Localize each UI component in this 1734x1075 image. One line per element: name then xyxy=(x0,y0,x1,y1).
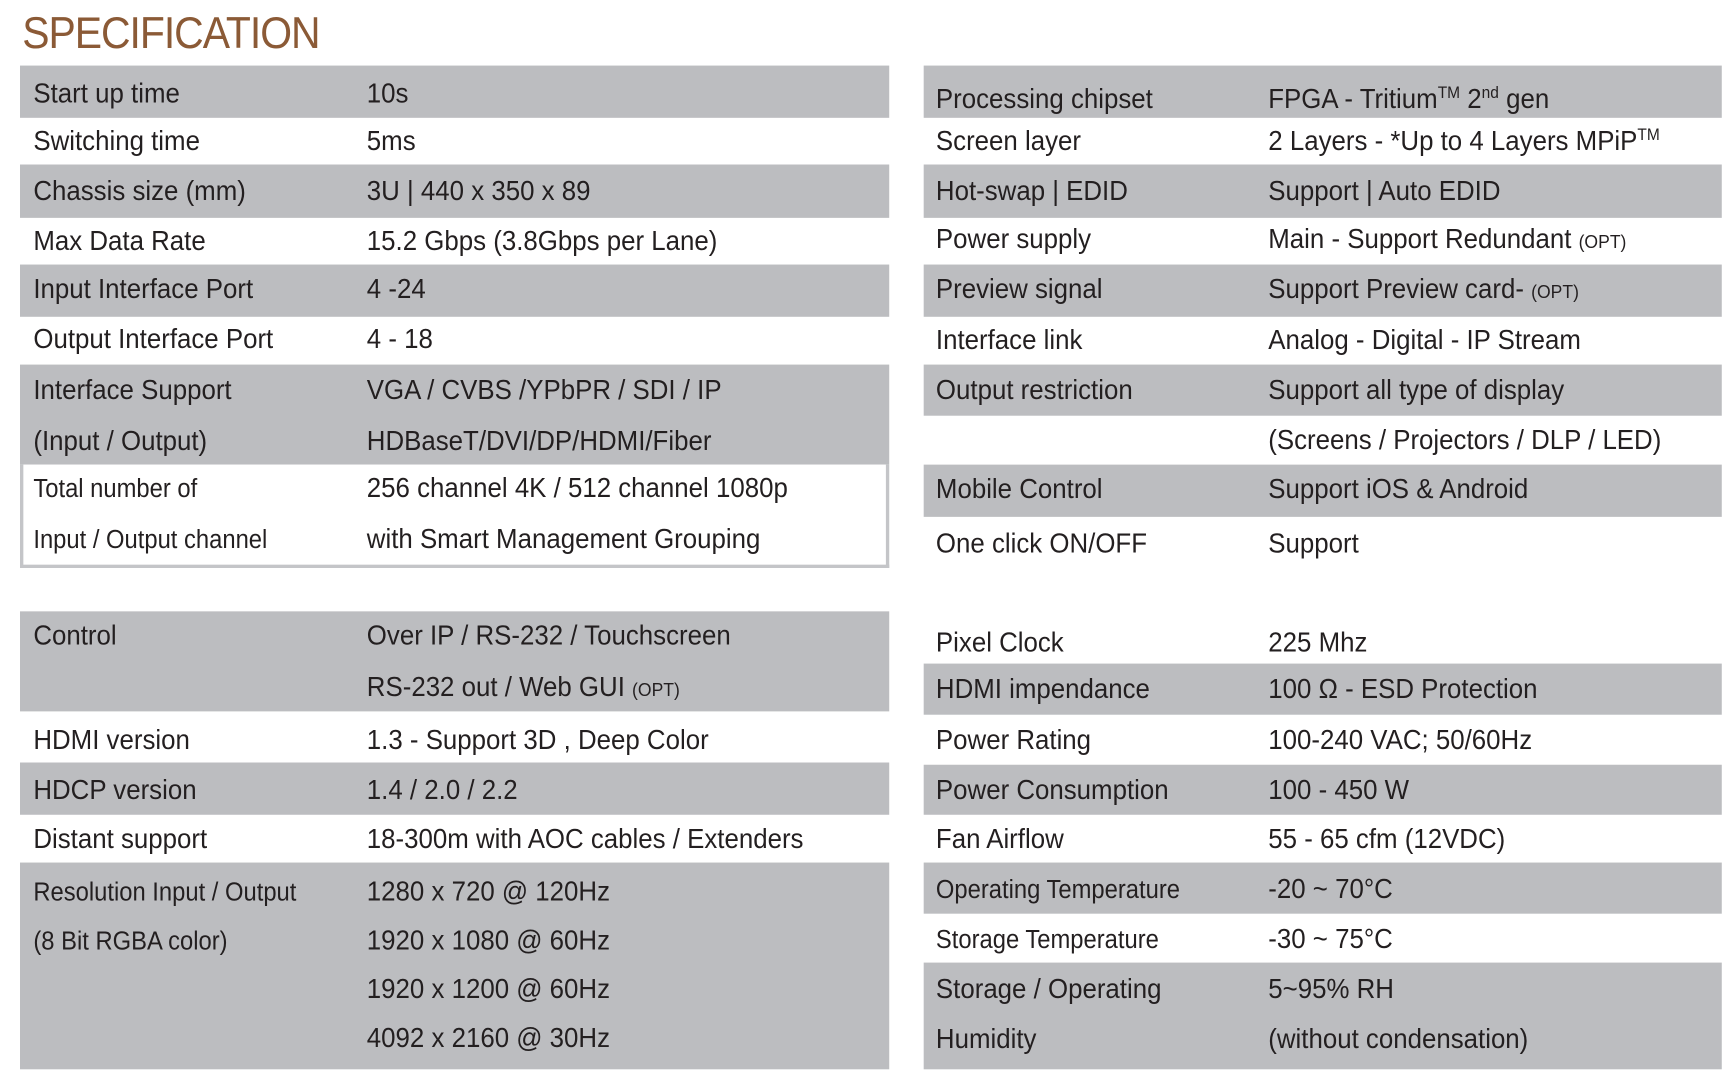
spec-label: Storage / Operating xyxy=(935,973,1162,1005)
spec-value xyxy=(367,670,680,707)
superscript: TM xyxy=(1437,83,1461,103)
spec-value xyxy=(367,471,788,504)
spec-value xyxy=(367,875,610,908)
spec-value xyxy=(1268,82,1549,115)
spec-label: Control xyxy=(33,620,117,652)
value-text: Support Preview card- xyxy=(1268,273,1532,305)
value-text: (Screens / Projectors / DLP / LED) xyxy=(1268,424,1662,456)
value-text: Support | Auto EDID xyxy=(1268,175,1501,207)
spec-label: Processing chipset xyxy=(935,83,1153,115)
spec-value xyxy=(367,774,518,807)
page-title: SPECIFICATION xyxy=(22,8,320,58)
spec-label: (8 Bit RGBA color) xyxy=(33,925,228,955)
spec-value xyxy=(367,225,718,258)
spec-value xyxy=(367,175,591,208)
spec-value xyxy=(367,522,761,555)
spec-value xyxy=(1268,373,1564,406)
value-text: RS-232 out / Web GUI xyxy=(366,671,633,703)
value-text: 3U | 440 x 350 x 89 xyxy=(366,175,591,207)
value-text: -20 ~ 70°C xyxy=(1268,873,1393,905)
spec-value xyxy=(1268,423,1661,456)
spec-label: Power Rating xyxy=(935,724,1092,756)
spec-value xyxy=(1268,626,1367,659)
spec-value xyxy=(1268,672,1537,705)
value-text: 1.3 - Support 3D , Deep Color xyxy=(366,724,709,756)
spec-label: Mobile Control xyxy=(935,473,1103,505)
spec-value xyxy=(1268,175,1500,208)
spec-label: Power supply xyxy=(935,223,1092,255)
spec-label: HDMI impendance xyxy=(935,673,1150,705)
value-text: 5~95% RH xyxy=(1268,973,1394,1005)
spec-value xyxy=(367,373,722,406)
spec-value xyxy=(1268,873,1393,906)
optional-note: (OPT) xyxy=(1531,281,1579,303)
spec-value xyxy=(367,724,709,757)
value-text: 256 channel 4K / 512 channel 1080p xyxy=(366,472,788,504)
value-text: 5ms xyxy=(366,125,416,157)
value-text: 18-300m with AOC cables / Extenders xyxy=(366,823,804,855)
spec-label: Total number of xyxy=(33,473,198,503)
spec-label: Fan Airflow xyxy=(935,823,1064,855)
spec-label: Preview signal xyxy=(935,273,1103,305)
optional-note: (OPT) xyxy=(632,679,680,701)
value-text: 1920 x 1200 @ 60Hz xyxy=(366,973,611,1005)
spec-value xyxy=(1268,323,1581,356)
spec-value xyxy=(367,1022,610,1055)
spec-value xyxy=(367,272,426,305)
spec-value xyxy=(1268,222,1626,259)
value-text: Support xyxy=(1268,527,1359,560)
value-text: -30 ~ 75°C xyxy=(1268,923,1393,955)
value-text: 100 Ω - ESD Protection xyxy=(1268,673,1538,705)
value-text: Support all type of display xyxy=(1268,374,1565,406)
value-text: 1.4 / 2.0 / 2.2 xyxy=(366,774,518,806)
value-text: 55 - 65 cfm (12VDC) xyxy=(1268,823,1506,855)
spec-label: Storage Temperature xyxy=(935,924,1159,954)
spec-value xyxy=(1268,973,1394,1006)
spec-value xyxy=(367,322,433,355)
spec-label: Resolution Input / Output xyxy=(33,877,297,906)
spec-label: Operating Temperature xyxy=(935,874,1180,904)
spec-label: HDMI version xyxy=(33,724,190,756)
spec-label: Hot-swap | EDID xyxy=(935,175,1128,207)
spec-value xyxy=(367,619,731,652)
value-text: Main - Support Redundant xyxy=(1268,223,1579,255)
spec-label: Interface link xyxy=(935,324,1083,356)
optional-note: (OPT) xyxy=(1578,231,1627,253)
spec-value xyxy=(1268,272,1579,309)
value-text: 15.2 Gbps (3.8Gbps per Lane) xyxy=(366,225,718,257)
spec-value xyxy=(1268,527,1359,560)
spec-label: (Input / Output) xyxy=(33,425,208,457)
spec-value xyxy=(367,823,804,856)
value-text: (without condensation) xyxy=(1268,1023,1529,1055)
spec-value xyxy=(1268,774,1409,807)
value-text: Over IP / RS-232 / Touchscreen xyxy=(366,620,731,652)
spec-label: Output Interface Port xyxy=(33,323,274,355)
spec-label: One click ON/OFF xyxy=(935,527,1147,560)
value-text: Support iOS & Android xyxy=(1268,473,1529,505)
value-text: 1280 x 720 @ 120Hz xyxy=(366,875,611,908)
spec-value xyxy=(1268,472,1528,505)
value-text: with Smart Management Grouping xyxy=(366,523,761,555)
spec-label: Chassis size (mm) xyxy=(33,175,246,207)
spec-label: Pixel Clock xyxy=(935,626,1064,659)
value-text: 4092 x 2160 @ 30Hz xyxy=(366,1022,611,1054)
value-text: 4 -24 xyxy=(366,273,426,305)
spec-value xyxy=(367,425,712,458)
spec-value xyxy=(1268,823,1505,856)
spec-label: Switching time xyxy=(33,125,200,157)
spec-label: Input Interface Port xyxy=(33,273,254,305)
value-text: HDBaseT/DVI/DP/HDMI/Fiber xyxy=(366,425,712,457)
value-text: 100 - 450 W xyxy=(1268,774,1410,806)
value-text: 100-240 VAC; 50/60Hz xyxy=(1268,724,1533,756)
superscript: TM xyxy=(1637,125,1660,145)
spec-label: Humidity xyxy=(935,1023,1037,1055)
value-text: 2 xyxy=(1460,83,1482,115)
value-text: 1920 x 1080 @ 60Hz xyxy=(366,924,611,956)
spec-label: Distant support xyxy=(33,823,208,855)
value-text: VGA / CVBS /YPbPR / SDI / IP xyxy=(366,374,722,406)
value-text: gen xyxy=(1498,83,1550,115)
value-text: 225 Mhz xyxy=(1268,626,1368,659)
spec-label: Output restriction xyxy=(935,374,1133,406)
spec-label: Screen layer xyxy=(935,125,1082,157)
spec-value xyxy=(367,124,416,157)
value-text: 2 Layers - *Up to 4 Layers MPiP xyxy=(1268,125,1638,157)
spec-label: Power Consumption xyxy=(935,774,1169,806)
value-text: Analog - Digital - IP Stream xyxy=(1268,324,1581,356)
spec-label: Input / Output channel xyxy=(33,524,268,554)
spec-label: Start up time xyxy=(33,77,180,109)
spec-value xyxy=(1268,724,1532,757)
spec-label: Max Data Rate xyxy=(33,225,206,257)
spec-label: HDCP version xyxy=(33,774,197,806)
value-text: 4 - 18 xyxy=(366,323,433,355)
spec-value xyxy=(367,924,610,957)
spec-label: Interface Support xyxy=(33,374,232,406)
value-text: 10s xyxy=(366,77,409,109)
spec-value xyxy=(367,973,610,1006)
spec-value xyxy=(1268,124,1660,157)
spec-value xyxy=(1268,923,1393,956)
spec-value xyxy=(367,77,409,110)
superscript: nd xyxy=(1481,83,1499,103)
value-text: FPGA - Tritium xyxy=(1268,83,1438,115)
spec-value xyxy=(1268,1023,1528,1056)
